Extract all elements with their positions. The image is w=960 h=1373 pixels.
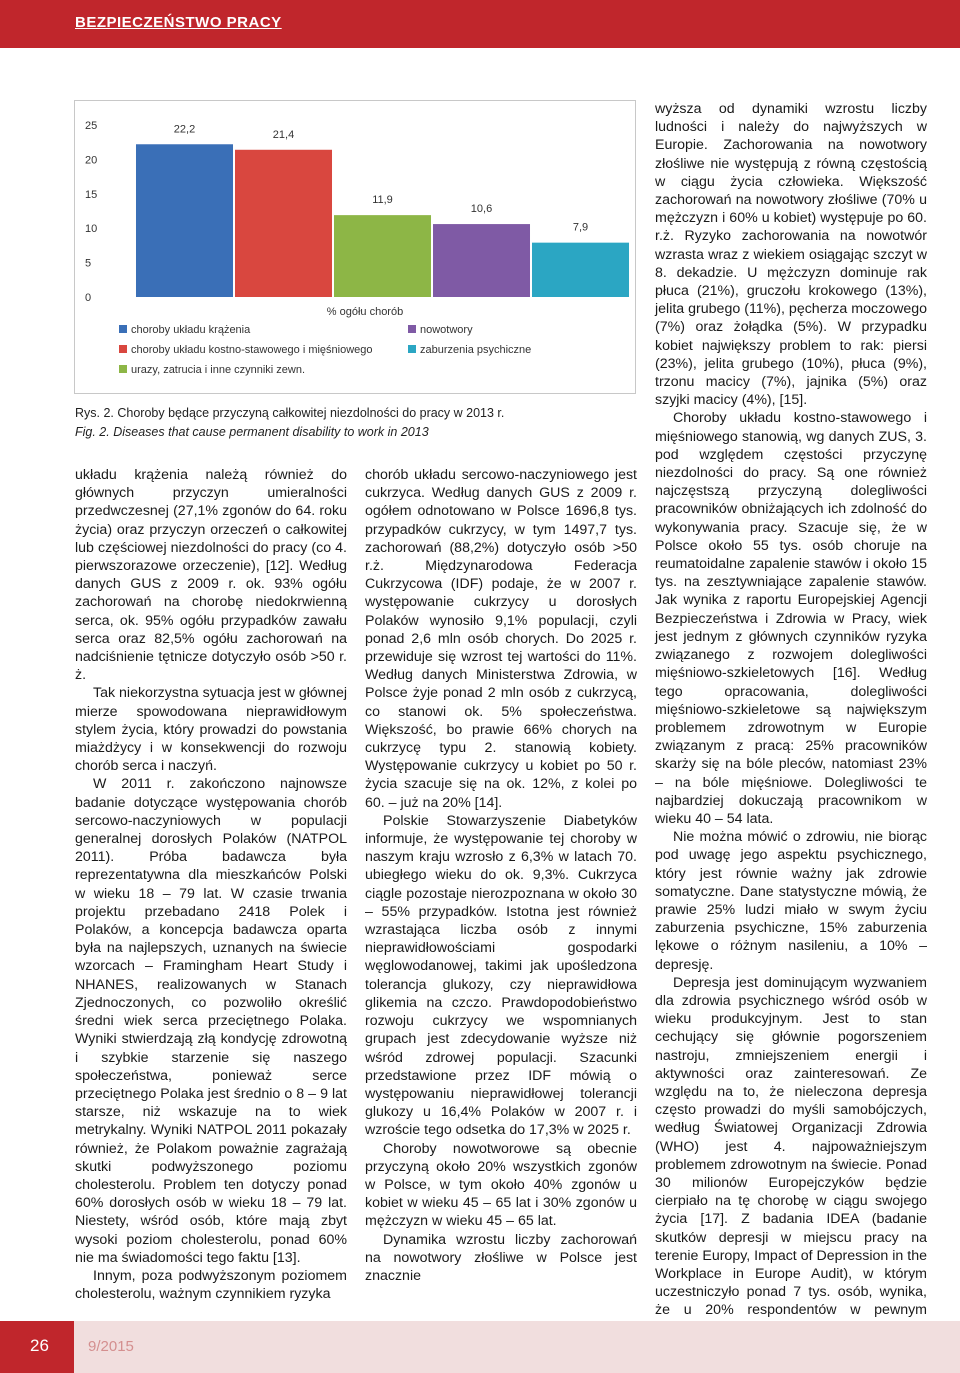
legend-label: urazy, zatrucia i inne czynniki zewn. [131, 364, 306, 376]
chart-container [74, 100, 636, 394]
legend-swatch [119, 325, 127, 333]
paragraph: Innym, poza podwyższonym poziomem cholesterolu, ważnym czynnikiem ryzyka [75, 1267, 347, 1303]
caption-pl: Rys. 2. Choroby będące przyczyną całkowitej niezdolności do pracy w 2013 r. [75, 406, 505, 420]
legend-swatch [408, 345, 416, 353]
journal-title: BEZPIECZEŃSTWO PRACY [75, 14, 282, 31]
paragraph: W 2011 r. zakończono najnowsze badanie dotyczące występowania chorób sercowo-naczyniowych w populacji generalnej dorosłych Polaków (NATPOL 2011). Próba badawcza była reprezentatywna dla mieszkańców Polski w wieku 18 – 79 lat. W czasie trwania projektu przebadano 2418 Polek i Polaków, a koncepcja badawcza oparta była na najlepszych, uznanych na świecie wzorcach – Framingham Heart Study i NHANES, realizowanych w Stanach Zjednoczonych, co pozwoliło określić średni wiek serca przeciętnego Polaka. Wyniki stwierdzają złą kondycję zdrowotną i szybkie starzenie się naszego społeczeństwa, ponieważ serce przeciętnego Polaka jest średnio o 8 – 9 lat starsze, niż wskazuje na to wiek metrykalny. Wyniki NATPOL 2011 pokazały również, że Polakom poważnie zagrażają skutki podwyższonego poziomu cholesterolu. Problem ten dotyczy ponad 60% dorosłych osób w wieku 18 – 79 lat. Niestety, wśród osób, które mają zbyt wysoki poziom cholesterolu, ponad 60% nie ma świadomości tego faktu [13]. [75, 776, 347, 1266]
legend-label: choroby układu krążenia [131, 324, 251, 336]
y-tick-label: 15 [85, 188, 98, 201]
bar-2 [235, 150, 332, 297]
paragraph: Choroby układu kostno-stawowego i mięśniowego stanowią, wg danych ZUS, 3. pod względem częstości przyczynę niezdolności do pracy. Są one również najczęstszą przyczyną dolegliwości pracowników obniżających ich zdolność do wykonywania pracy. Szacuje się, że w Polsce około 55 tys. osób choruje na reumatoidalne zapalenie stawów i około 15 tys. na zesztywniające zapalenie stawów. Jak wynika z raportu Europejskiej Agencji Bezpieczeństwa i Zdrowia w Pracy, wiek jest jednym z głównych czynników ryzyka związanego z rozwojem dolegliwości mięśniowo-szkieletowych [16]. Według tego opracowania, dolegliwości mięśniowo-szkieletowe są największym problemem zdrowotnym w Europie związanym z pracą: 25% pracowników skarży się na bóle pleców, natomiast 23% – na bóle mięśniowe. Dolegliwości te najbardziej dokuczają pracownikom w wieku 40 – 54 lata. [655, 410, 927, 827]
paragraph: Polskie Stowarzyszenie Diabetyków informuje, że występowanie tej choroby w naszym kraju wzrosło z 6,3% w latach 70. ubiegłego wieku do ok. 9,3%. Cukrzyca ciągle pozostaje nierozpoznana w około 30 – 55% przypadków. Istotna jest również wzrastająca liczba osób z innymi nieprawidłowościami gospodarki węglowodanowej, takimi jak upośledzona tolerancja glukozy, czy nieprawidłowa glikemia na czczo. Prawdopodobieństwo rozwoju cukrzycy we wspomnianych grupach jest zdecydowanie wyższe niż wśród zdrowej populacji. Szacunki przedstawione przez IDF mówią o występowaniu nieprawidłowej tolerancji glukozy u 16,4% Polaków w 2007 r. i wzroście tego odsetka do 17,3% w 2025 r. [365, 812, 637, 1139]
paragraph: Tak niekorzystna sytuacja jest w głównej mierze spowodowana nieprawidłowym stylem życia, który prowadzi do powstania miażdżycy i w konsekwencji do rozwoju chorób serca i naczyń. [75, 685, 347, 775]
text-column-2 [365, 466, 637, 1285]
bar-chart [75, 101, 635, 393]
legend-label: choroby układu kostno-stawowego i mięśniowego [131, 344, 373, 356]
legend-swatch [119, 365, 127, 373]
page-number: 26 [30, 1336, 49, 1355]
legend-swatch [119, 345, 127, 353]
y-tick-label: 10 [85, 223, 98, 236]
x-axis-label: % ogółu chorób [326, 306, 404, 318]
paragraph: układu krążenia należą również do głównych przyczyn umieralności przedwczesnej (27,1% zgonów do 64. roku życia) oraz przyczyn orzeczeń o całkowitej lub częściowej niezdolności do pracy (co 4. pierwszorazowe orzeczenie), [12]. Według danych GUS z 2009 r. ok. 93% ogółu zachorowań na chorobę niedokrwienną serca, ok. 95% ogółu przypadków zawału serca oraz 82,5% ogółu zachorowań na nadciśnienie tętnicze dotyczyło osób >50 r. ż. [75, 467, 347, 684]
paragraph: Dynamika wzrostu liczby zachorowań na nowotwory złośliwe w Polsce jest znacznie [365, 1231, 637, 1284]
paragraph: Nie można mówić o zdrowiu, nie biorąc pod uwagę jego aspektu psychicznego, który jest równie ważny jak zdrowie somatyczne. Dane statystyczne mówią, że prawie 25% ludzi miało w swym życiu zaburzenia psychiczne, 15% zaburzenia lękowe o różnym nasileniu, a 10% – depresję. [655, 829, 927, 973]
issue-number: 9/2015 [88, 1338, 134, 1355]
legend-label: zaburzenia psychiczne [420, 344, 532, 356]
bar-value-label: 10,6 [470, 203, 493, 216]
figure-captions [75, 404, 635, 442]
text-column-3 [655, 100, 927, 1356]
bar-value-label: 21,4 [272, 128, 295, 141]
bar-4 [433, 224, 530, 297]
bar-value-label: 11,9 [372, 194, 393, 207]
y-tick-label: 0 [85, 292, 92, 304]
bar-3 [334, 215, 431, 297]
footer-strip [74, 1321, 960, 1373]
y-tick-label: 25 [85, 120, 98, 132]
bar-5 [532, 243, 629, 297]
y-tick-label: 20 [85, 154, 98, 167]
paragraph: Depresja jest dominującym wyzwaniem dla zdrowia psychicznego wśród osób w wieku produkcyjnym. Jest to stan cechujący się głównie pogorszeniem nastroju, zmniejszeniem energii i aktywności oraz zainteresowań. Ze względu na to, że nieleczona depresja często prowadzi do myśli samobójczych, według Światowej Organizacji Zdrowia (WHO) jest 4. najpoważniejszym problemem zdrowotnym na świecie. Ponad 30 milionów Europejczyków będzie cierpiało na tę chorobę w ciągu swojego życia [17]. Z badania IDEA (badanie skutków depresji w miejscu pracy na terenie Europy, Impact of Depression in the Workplace in Europe Audit), w którym uczestniczyło ponad 7 tys. osób, wynika, że u 20% respondentów w pewnym [655, 974, 927, 1319]
text-column-1 [75, 466, 347, 1303]
bar-value-label: 7,9 [572, 221, 589, 234]
y-tick-label: 5 [85, 257, 92, 270]
legend-label: nowotwory [420, 324, 473, 336]
paragraph: Choroby nowotworowe są obecnie przyczyną około 20% wszystkich zgonów w Polsce, w tym około 40% zgonów u kobiet w wieku 45 – 65 lat i 30% zgonów u mężczyzn w wieku 45 – 65 lat. [365, 1140, 637, 1230]
paragraph: chorób układu sercowo-naczyniowego jest cukrzyca. Według danych GUS z 2009 r. ogółem odnotowano w Polsce 1696,8 tys. przypadków cukrzycy, w tym 1497,7 tys. zachorowań (88,2%) dotyczyło osób >50 r.ż. Międzynarodowa Federacja Cukrzycowa (IDF) podaje, że w 2007 r. występowanie cukrzycy u dorosłych Polaków wynosiło 9,1% populacji, czyli ponad 2,6 mln osób chorych. Do 2025 r. przewiduje się wzrost tej wartości do 11%. Według danych Ministerstwa Zdrowia, w Polsce żyje ponad 2 mln osób z cukrzycą, co stanowi ok. 5% społeczeństwa. Większość, bo prawie 66% chorych na cukrzycę typu 2. stanowią kobiety. Występowanie cukrzycy u kobiet po 50 r. życia szacuje się na ok. 12%, z kolei po 60. – już na 20% [14]. [365, 467, 637, 811]
bar-value-label: 22,2 [173, 123, 196, 136]
caption-en: Fig. 2. Diseases that cause permanent disability to work in 2013 [75, 425, 429, 439]
bar-1 [136, 144, 233, 297]
paragraph: wyższa od dynamiki wzrostu liczby ludności i należy do najwyższych w Europie. Zachorowania na nowotwory złośliwe nie występują z równą częstością w ciągu życia człowieka. Większość zachorowań na nowotwory złośliwe (70% u mężczyzn i 60% u kobiet) występuje po 60. r.ż. Ryzyko zachorowania na nowotwór wzrasta wraz z wiekiem osiągając szczyt w 8. dekadzie. U mężczyzn dominuje rak płuca (21%), gruczołu krokowego (13%), jelita grubego (11%), pęcherza moczowego (7%) oraz żołądka (5%). W przypadku kobiet największy problem to rak: piersi (23%), jelita grubego (10%), płuca (9%), trzonu macicy (7%), jajnika (5%) oraz szyjki macicy (4%), [15]. [655, 101, 927, 409]
legend-swatch [408, 325, 416, 333]
